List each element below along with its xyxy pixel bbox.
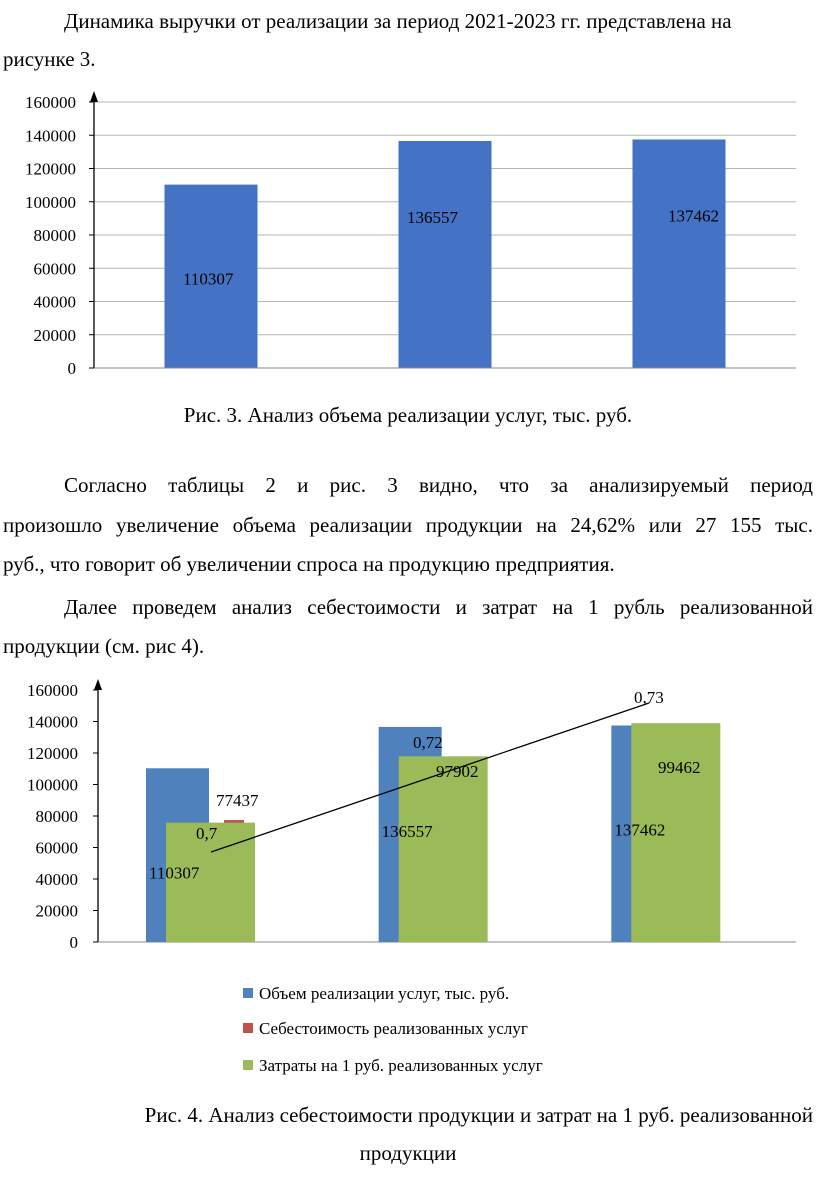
- legend-label: Объем реализации услуг, тыс. руб.: [259, 984, 510, 1003]
- y-tick-label: 40000: [35, 870, 78, 889]
- paragraph-text: Далее проведем анализ себестоимости и затрат на 1 рубль реализованной: [64, 595, 813, 619]
- paragraph-text: продукции (см. рис 4).: [3, 634, 205, 658]
- data-label: 97902: [436, 762, 479, 781]
- legend-item: [243, 984, 509, 1004]
- data-label: 0,7: [196, 824, 218, 843]
- data-label: 137462: [614, 820, 666, 840]
- y-tick-label: 0: [69, 933, 78, 952]
- paragraph-text: Динамика выручки от реализации за период 2021-2023 гг. представлена на: [64, 9, 732, 33]
- y-tick-label: 120000: [27, 744, 78, 763]
- data-label: 99462: [658, 758, 701, 777]
- legend-label: Себестоимость реализованных услуг: [259, 1019, 528, 1038]
- y-axis-arrow: [94, 679, 102, 690]
- y-tick-label: 160000: [27, 681, 78, 700]
- y-tick-label: 20000: [33, 325, 76, 345]
- y-tick-label: 80000: [35, 807, 78, 826]
- figure-caption: Рис. 4. Анализ себестоимости продукции и затрат на 1 руб. реализованной: [144, 1103, 813, 1127]
- data-label: 110307: [183, 269, 234, 289]
- y-tick-label: 100000: [25, 192, 76, 212]
- bar: [399, 141, 492, 368]
- y-tick-label: 140000: [27, 712, 78, 732]
- y-tick-label: 60000: [33, 259, 76, 279]
- paragraph-text: произошло увеличение объема реализации продукции на 24,62% или 27 155 тыс.: [3, 513, 813, 537]
- data-label: 136557: [407, 207, 458, 227]
- legend-item: [243, 1019, 528, 1039]
- data-label: 0,73: [634, 688, 664, 707]
- data-label: 77437: [216, 791, 259, 810]
- legend-item: [243, 1056, 543, 1076]
- bar: [633, 139, 726, 368]
- data-label: 0,72: [413, 733, 443, 752]
- y-tick-label: 40000: [33, 292, 76, 312]
- figure-caption: Рис. 3. Анализ объема реализации услуг, тыс. руб.: [183, 403, 633, 427]
- data-label: 110307: [149, 863, 200, 883]
- data-label: 137462: [668, 206, 719, 226]
- legend-swatch: [243, 988, 253, 998]
- revenue-bar-chart: [0, 88, 816, 388]
- y-tick-label: 80000: [33, 226, 76, 245]
- legend-swatch: [243, 1060, 253, 1070]
- y-axis-arrow: [90, 91, 98, 102]
- figure-caption: продукции: [359, 1141, 457, 1165]
- y-tick-label: 160000: [25, 93, 76, 112]
- y-tick-label: 140000: [25, 126, 76, 146]
- data-label: 136557: [381, 821, 433, 841]
- y-tick-label: 20000: [35, 901, 78, 921]
- cost-analysis-bar-chart: [0, 676, 816, 956]
- legend-swatch: [243, 1023, 253, 1033]
- paragraph-text: Согласно таблицы 2 и рис. 3 видно, что за анализируемый период: [64, 473, 813, 497]
- y-tick-label: 120000: [25, 159, 76, 179]
- paragraph-text: руб., что говорит об увеличении спроса на продукцию предприятия.: [3, 552, 615, 576]
- y-tick-label: 100000: [27, 775, 78, 795]
- legend-label: Затраты на 1 руб. реализованных услуг: [259, 1056, 543, 1075]
- paragraph-text: рисунке 3.: [3, 47, 96, 71]
- y-tick-label: 0: [67, 359, 76, 378]
- y-tick-label: 60000: [35, 838, 78, 858]
